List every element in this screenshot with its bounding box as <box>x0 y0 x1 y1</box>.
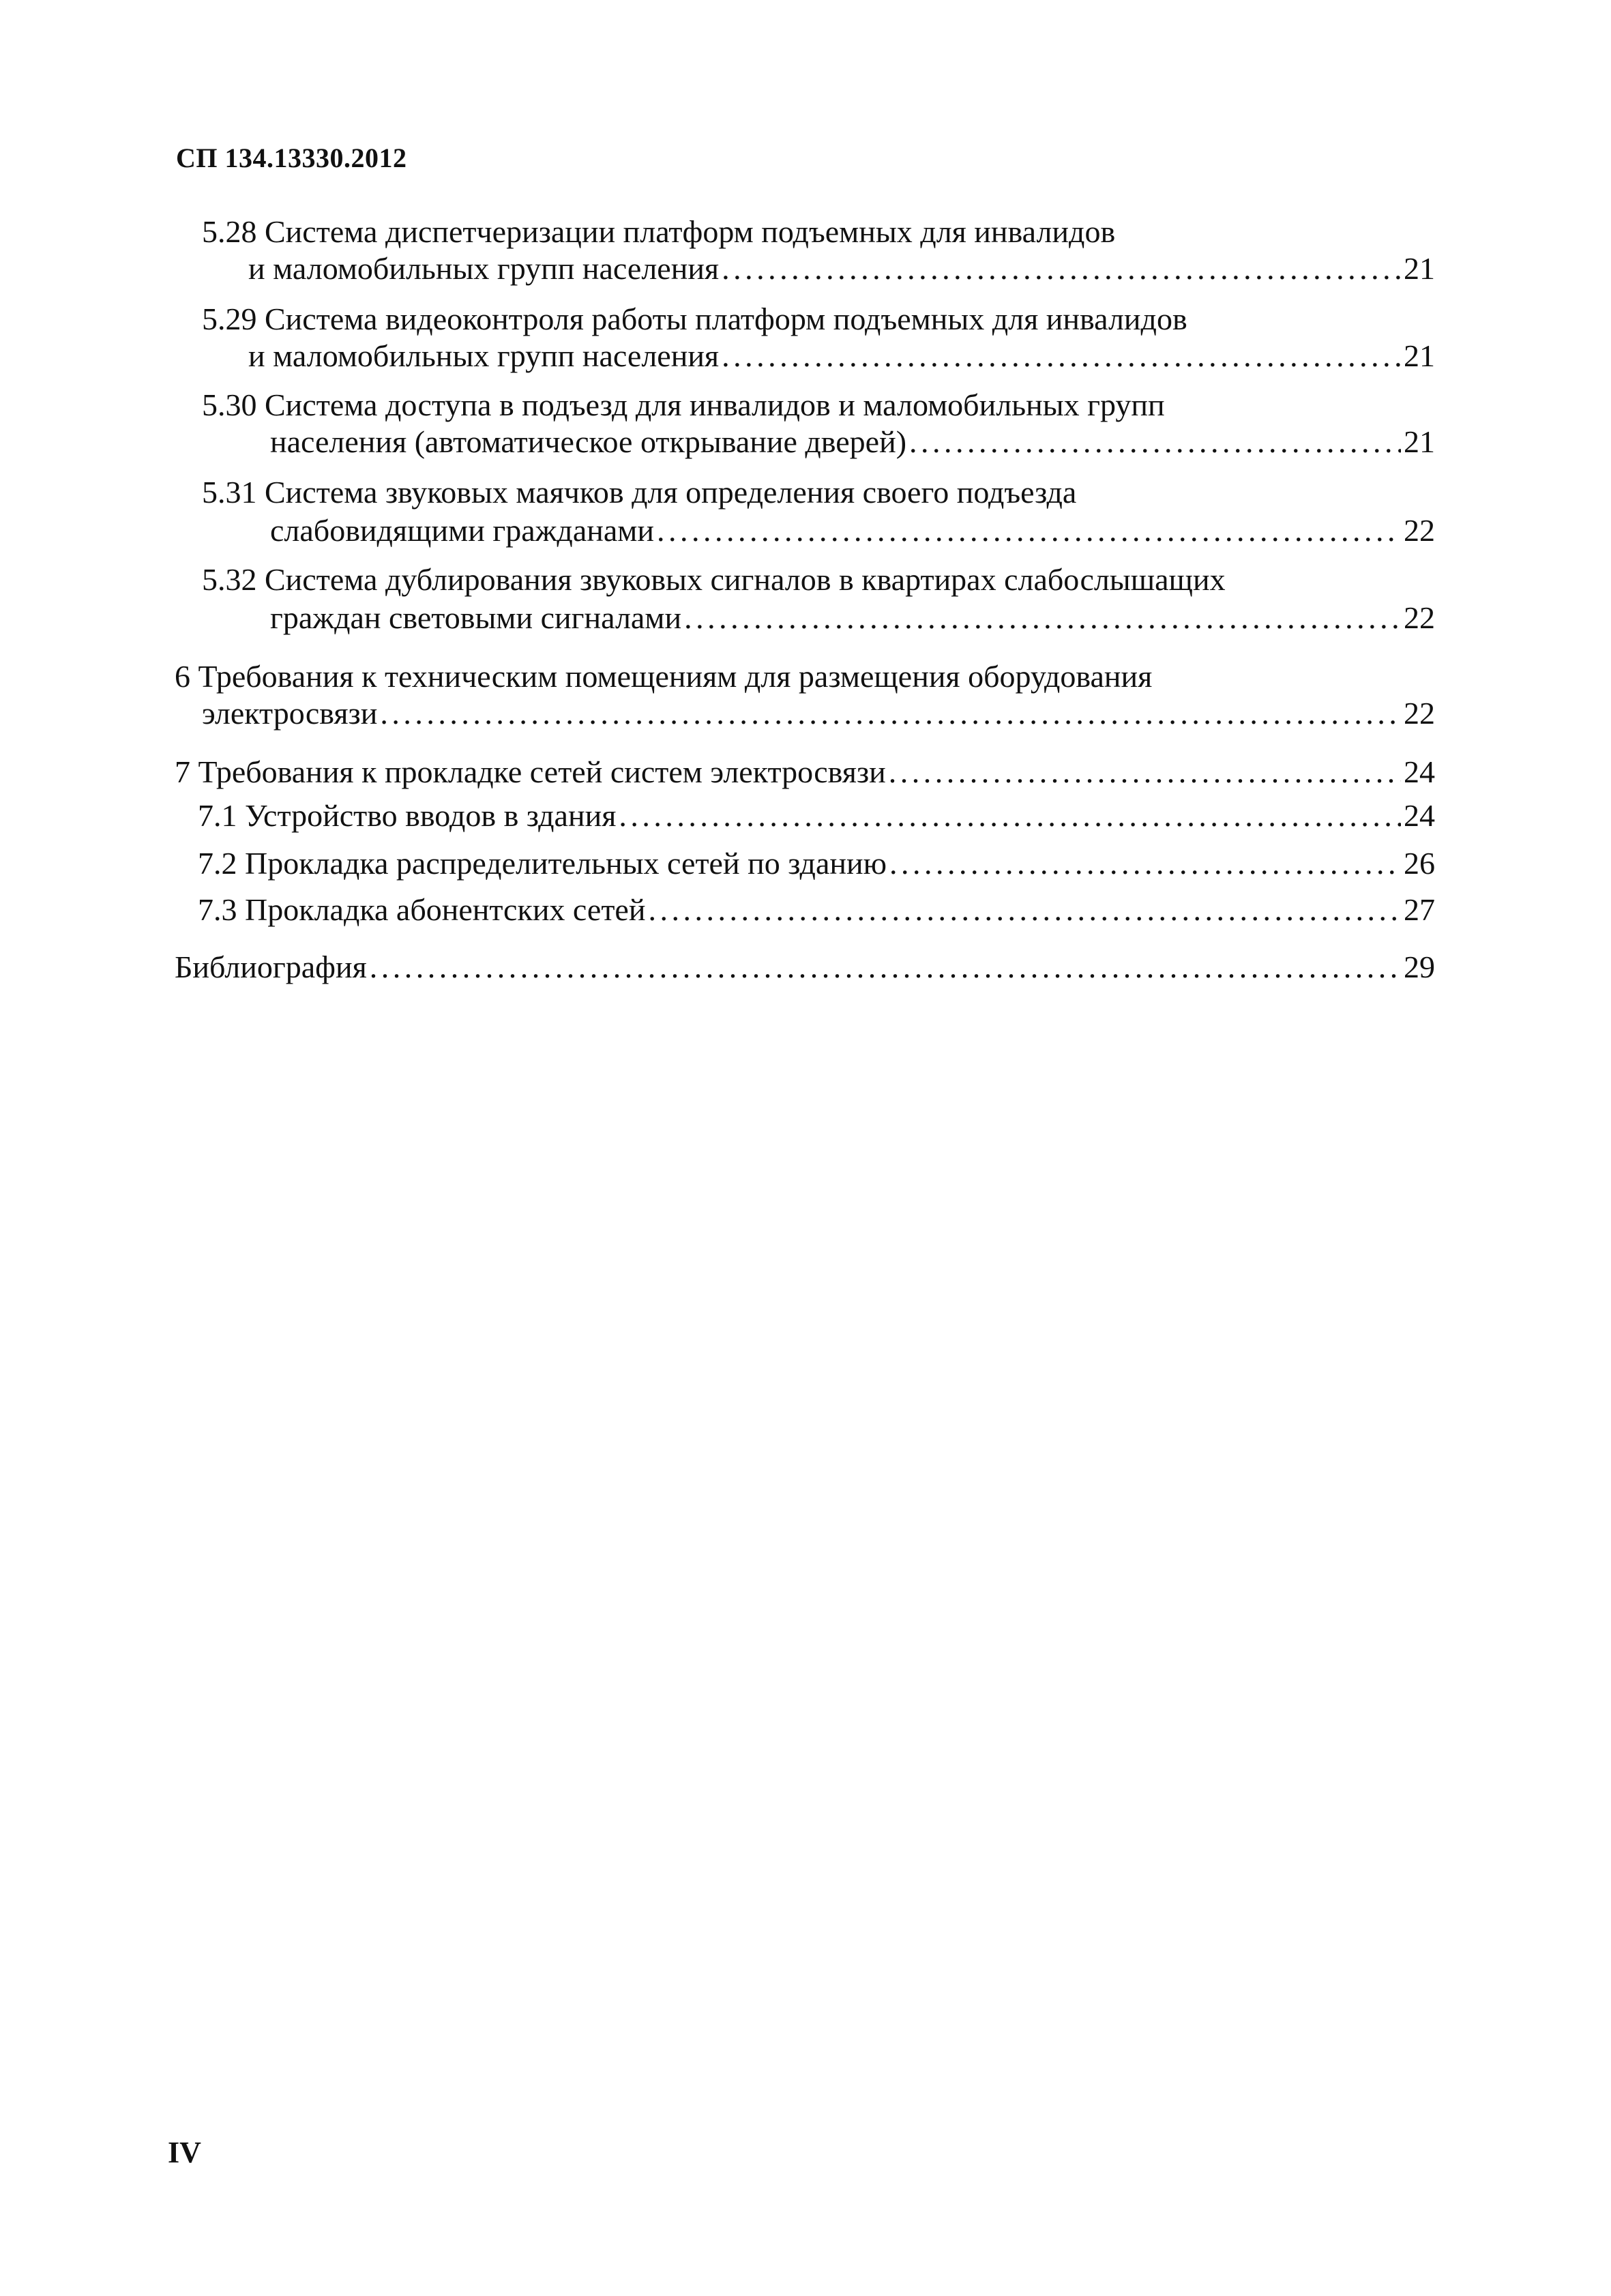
toc-entry-5-28-title <box>202 213 1115 251</box>
toc-entry-5-31-title <box>202 473 1076 512</box>
dot-leader <box>889 844 1401 883</box>
document-code: СП 134.13330.2012 <box>176 143 407 173</box>
toc-entry-7[interactable] <box>175 753 1435 791</box>
dot-leader <box>619 797 1401 835</box>
toc-entry-5-28-continuation[interactable] <box>248 250 1435 288</box>
toc-entry-5-30-continuation[interactable] <box>270 423 1435 461</box>
toc-page-number: 26 <box>1404 846 1435 881</box>
toc-entry-text: 5.29 Система видеоконтроля работы платформ подъемных для инвалидов <box>202 301 1187 336</box>
toc-entry-text: 5.28 Система диспетчеризации платформ подъемных для инвалидов <box>202 214 1116 249</box>
dot-leader <box>909 423 1401 461</box>
toc-page-number: 24 <box>1404 798 1435 833</box>
toc-entry-5-31-continuation[interactable] <box>270 512 1435 550</box>
toc-entry-5-32-continuation[interactable] <box>270 599 1435 637</box>
toc-page-number: 24 <box>1404 754 1435 789</box>
dot-leader <box>370 948 1401 986</box>
toc-entry-7-2[interactable] <box>198 844 1435 883</box>
toc-entry-text: 7.2 Прокладка распределительных сетей по зданию <box>198 846 887 881</box>
toc-entry-text: 6 Требования к техническим помещениям для размещения оборудования <box>175 659 1153 694</box>
toc-entry-text: населения (автоматическое открывание дверей) <box>270 424 907 459</box>
toc-page-number: 22 <box>1404 696 1435 731</box>
toc-entry-text: 7.3 Прокладка абонентских сетей <box>198 892 646 927</box>
dot-leader <box>684 599 1401 637</box>
toc-entry-text: 5.30 Система доступа в подъезд для инвалидов и маломобильных групп <box>202 387 1165 422</box>
toc-entry-7-1[interactable] <box>198 797 1435 835</box>
toc-entry-text: электросвязи <box>202 696 378 731</box>
dot-leader <box>889 753 1401 791</box>
dot-leader <box>380 694 1401 733</box>
toc-entry-text: 7.1 Устройство вводов в здания <box>198 798 617 833</box>
page-number: IV <box>168 2136 201 2169</box>
toc-page-number: 21 <box>1404 251 1435 286</box>
dot-leader <box>657 512 1401 550</box>
toc-page-number: 21 <box>1404 338 1435 373</box>
dot-leader <box>648 891 1401 929</box>
toc-entry-text: 5.31 Система звуковых маячков для определения своего подъезда <box>202 475 1077 510</box>
toc-entry-text: и маломобильных групп населения <box>248 251 720 286</box>
toc-page-number: 27 <box>1404 892 1435 927</box>
toc-page-number: 21 <box>1404 424 1435 459</box>
toc-entry-text: и маломобильных групп населения <box>248 338 720 373</box>
toc-entry-text: граждан световыми сигналами <box>270 600 682 635</box>
toc-entry-text: слабовидящими гражданами <box>270 513 655 548</box>
toc-page-number: 22 <box>1404 513 1435 548</box>
toc-entry-6-continuation[interactable] <box>202 694 1435 733</box>
toc-entry-7-3[interactable] <box>198 891 1435 929</box>
toc-entry-5-29-title <box>202 300 1187 338</box>
toc-entry-5-32-title <box>202 561 1226 599</box>
toc-entry-text: Библиография <box>175 950 367 984</box>
toc-entry-bibliography[interactable] <box>175 948 1435 986</box>
toc-page-number: 22 <box>1404 600 1435 635</box>
dot-leader <box>722 250 1401 288</box>
toc-entry-5-30-title <box>202 386 1165 424</box>
toc-entry-5-29-continuation[interactable] <box>248 337 1435 375</box>
toc-page-number: 29 <box>1404 950 1435 984</box>
toc-entry-text: 7 Требования к прокладке сетей систем электросвязи <box>175 754 886 789</box>
toc-entry-6-title <box>175 658 1152 696</box>
toc-entry-text: 5.32 Система дублирования звуковых сигналов в квартирах слабослышащих <box>202 562 1226 597</box>
dot-leader <box>722 337 1401 375</box>
